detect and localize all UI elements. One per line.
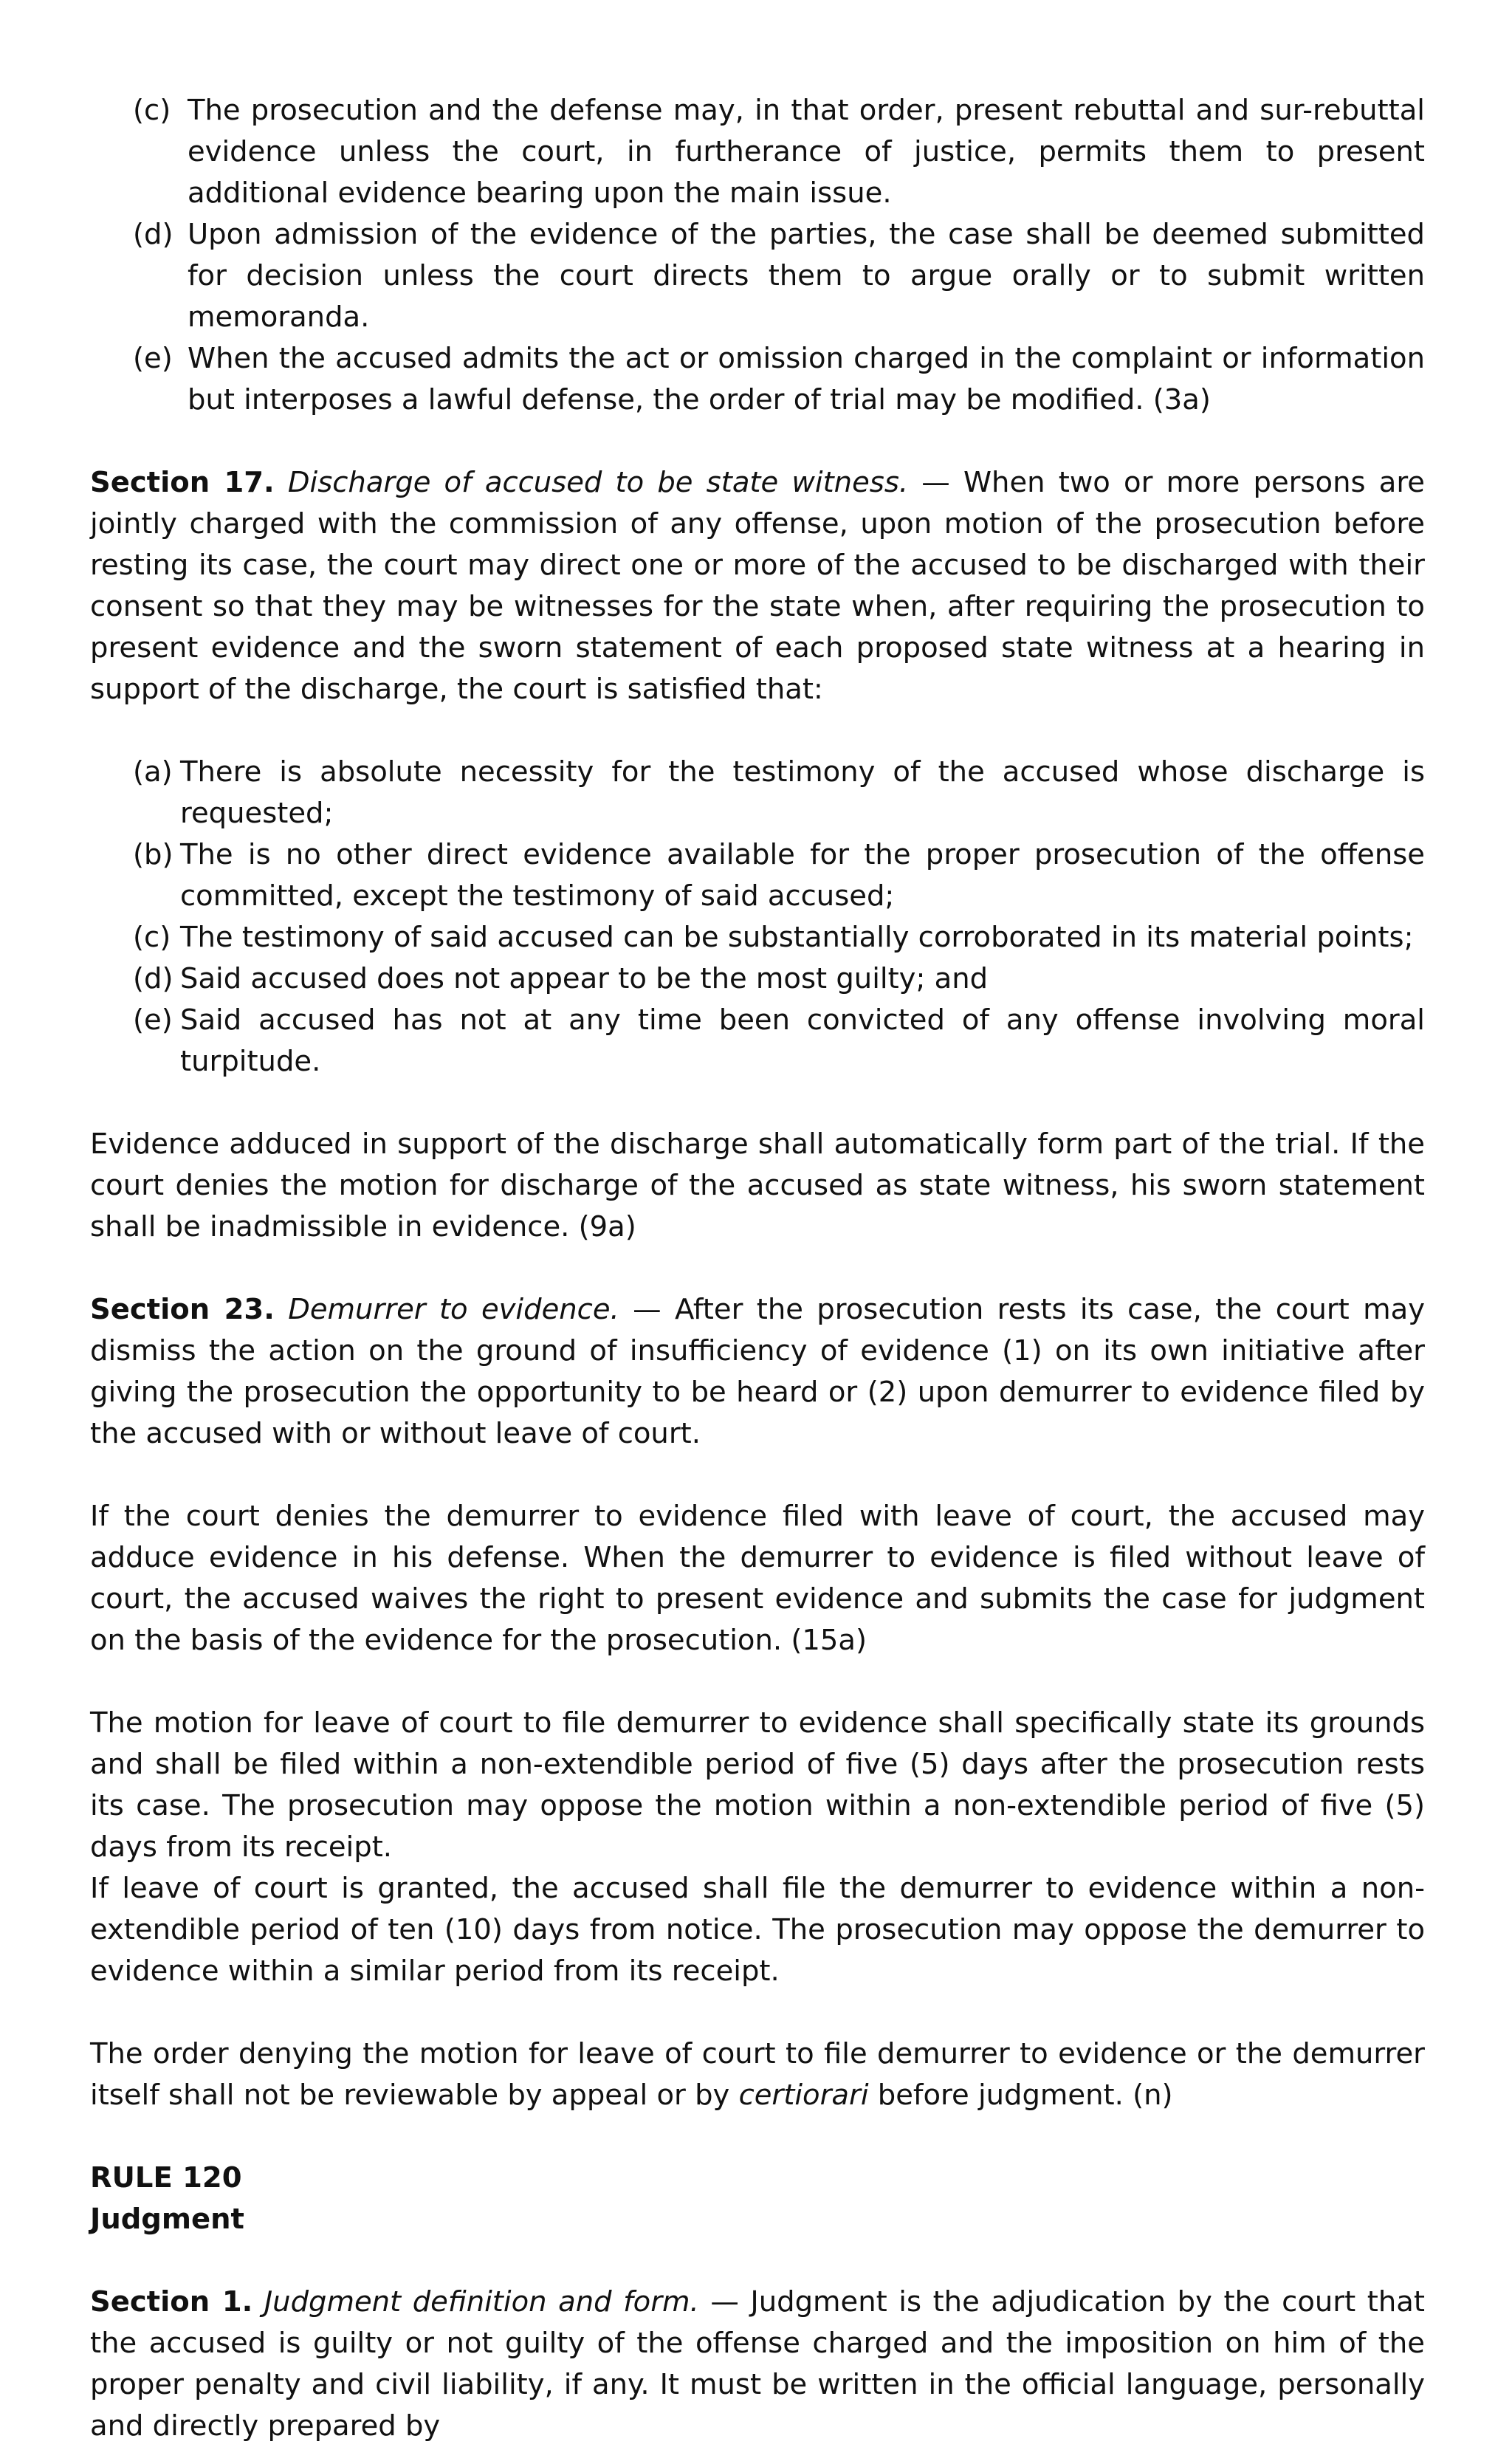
section-17-paragraph — [90, 462, 1425, 710]
item-text: When the accused admits the act or omission charged in the complaint or information but interposes a lawful defense, the order of trial may be modified. (3a) — [188, 342, 1425, 416]
item-text: Upon admission of the evidence of the parties, the case shall be deemed submitted for decision unless the court directs them to argue orally or to submit written memoranda. — [188, 218, 1425, 334]
list-item — [90, 958, 1425, 1000]
rule-heading — [90, 2158, 1425, 2199]
section-23-paragraph-5 — [90, 2034, 1425, 2116]
item-label: (d) — [133, 962, 173, 995]
section-1-paragraph — [90, 2282, 1425, 2447]
section-body: — When two or more persons are jointly charged with the commission of any offense, upon motion of the prosecution before resting its case, the court may direct one or more of the accused to be discharged with their consent so that they may be witnesses for the state when, after requiring the prosecution to present evidence and the sworn statement of each proposed state witness at a hearing in support of the discharge, the court is satisfied that: — [90, 466, 1425, 706]
section-title: Judgment definition and form. — [264, 2285, 699, 2319]
text-span: The order denying the motion for leave of court to file demurrer to evidence or the demurrer itself shall not be reviewable by appeal or by — [90, 2037, 1425, 2112]
section-23-paragraph-4: If leave of court is granted, the accused shall file the demurrer to evidence within a non-extendible period of ten (10) days from notice. The prosecution may oppose the demurrer to evidence within a similar period from its receipt. — [90, 1872, 1425, 1988]
rule-title-text: Judgment — [90, 2203, 244, 2236]
text-span: before judgment. (n) — [868, 2079, 1173, 2112]
italic-term: certiorari — [738, 2079, 869, 2112]
list-item — [90, 752, 1425, 834]
section-title: Demurrer to evidence. — [288, 1293, 619, 1326]
section-number: Section 23. — [90, 1293, 275, 1326]
section-number: Section 17. — [90, 466, 275, 499]
item-text: The testimony of said accused can be substantially corroborated in its material points; — [180, 921, 1414, 954]
list-item — [90, 214, 1425, 338]
item-text: Said accused has not at any time been convicted of any offense involving moral turpitude. — [180, 1003, 1425, 1078]
section-17-closing: Evidence adduced in support of the discharge shall automatically form part of the trial. If the court denies the motion for discharge of the accused as state witness, his sworn statement shall be inadmissible in evidence. (9a) — [90, 1128, 1425, 1243]
state-witness-conditions-list — [90, 752, 1425, 1082]
list-item — [90, 90, 1425, 214]
list-item — [90, 338, 1425, 421]
item-label: (c) — [133, 921, 171, 954]
section-23-paragraph-2: If the court denies the demurrer to evidence filed with leave of court, the accused may adduce evidence in his defense. When the demurrer to evidence is filed without leave of court, the accused waives the right to present evidence and submits the case for judgment on the basis of the evidence for the prosecution. (15a) — [90, 1500, 1425, 1657]
item-label: (d) — [133, 218, 173, 251]
item-text: There is absolute necessity for the testimony of the accused whose discharge is requested; — [180, 755, 1425, 830]
section-body: — After the prosecution rests its case, the court may dismiss the action on the ground of insufficiency of evidence (1) on its own initiative after giving the prosecution the opportunity to be heard or (2) upon demurrer to evidence filed by the accused with or without leave of court. — [90, 1293, 1425, 1450]
rule-title — [90, 2199, 1425, 2240]
item-text: The prosecution and the defense may, in that order, present rebuttal and sur-rebuttal evidence unless the court, in furtherance of justice, permits them to present additional evidence bearing upon the main issue. — [188, 94, 1425, 210]
list-item — [90, 1000, 1425, 1082]
section-title: Discharge of accused to be state witness. — [287, 466, 909, 499]
item-label: (e) — [133, 342, 173, 375]
section-23-paragraph-3: The motion for leave of court to file demurrer to evidence shall specifically state its grounds and shall be filed within a non-extendible period of five (5) days after the prosecution rests its case. The prosecution may oppose the motion within a non-extendible period of five (5) days from its receipt. — [90, 1706, 1425, 1864]
item-text: The is no other direct evidence available for the proper prosecution of the offense committed, except the testimony of said accused; — [180, 838, 1425, 913]
section-body: — Judgment is the adjudication by the court that the accused is guilty or not guilty of the offense charged and the imposition on him of the proper penalty and civil liability, if any. It must be written in the official language, personally and directly prepared by — [90, 2285, 1425, 2443]
item-label: (a) — [133, 755, 173, 789]
item-text: Said accused does not appear to be the most guilty; and — [180, 962, 989, 995]
list-item — [90, 834, 1425, 917]
item-label: (b) — [133, 838, 173, 871]
item-label: (c) — [133, 94, 171, 127]
order-of-trial-list — [90, 90, 1425, 421]
section-23-paragraph — [90, 1289, 1425, 1455]
section-number: Section 1. — [90, 2285, 253, 2319]
item-label: (e) — [133, 1003, 173, 1037]
rule-number: RULE 120 — [90, 2161, 242, 2194]
list-item — [90, 917, 1425, 958]
